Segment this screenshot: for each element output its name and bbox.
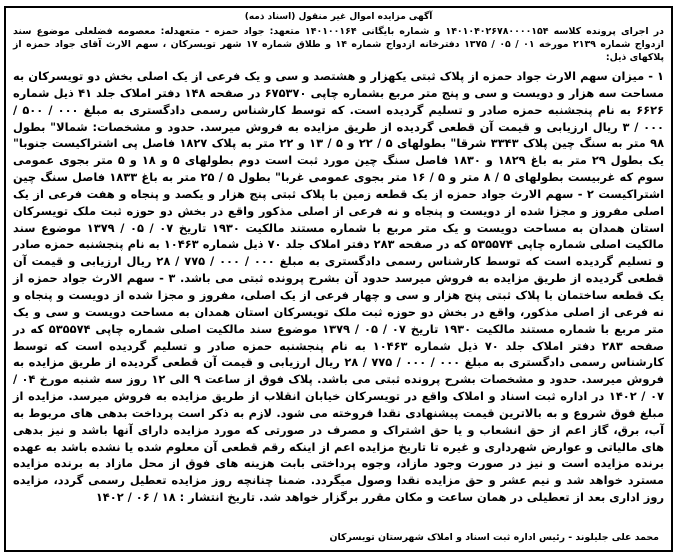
notice-intro: در اجرای پرونده کلاسه ۱۴۰۱۰۴۰۲۶۷۸۰۰۰۰۱۵۴ و شماره بایگانی ۱۴۰۱۰۰۱۶۴ متعهد: جواد حمزه - متعهدله: معصومه فضلعلی موضوع سند ازدواج شماره ۲۱۳۹ مورخه ۰۱ / ۰۵ / ۱۳۷۵ دفترخانه ازدواج شماره ۱۴ و طلاق شماره ۱۷ شهر تویسرکان ، سهم الارث آقای جواد حمزه از پلاکهای ذیل: — [13, 26, 664, 63]
notice-title: آگهی مزایده اموال غیر منقول (اسناد ذمه) — [244, 12, 433, 22]
auction-notice — [4, 6, 673, 552]
notice-body: ۱ - میزان سهم الارث جواد حمزه از پلاک ثبتی یکهزار و هشتصد و سی و یک فرعی از یک اصلی بخش دو تویسرکان به مساحت سه هزار و دویست و سی و پنج متر مربع بشماره چاپی ۶۷۵۳۷۰ در صفحه ۱۴۸ دفتر املاک جلد ۴۱ ذیل شماره ۶۶۲۶ به نام پنجشنبه حمزه صادر و تسلیم گردیده است. که توسط کارشناس رسمی دادگستری به مبلغ ۰۰۰ / ۵۰۰ / ۰۰۰ / ۳ ریال ارزیابی و قیمت آن قطعی گردیده از طریق مزایده به فروش میرسد. حدود و مشخصات: شمالا" بطول ۹۸ متر به سنگ چین پلاک ۳۳۴۳ شرقا" بطولهای ۵ / ۲۲ و ۵ / ۱۳ و ۲۲ متر به پلاک ۱۸۲۷ فاصل پی اشتراکیست جنوبا" یک بطول ۲۹ متر به باغ ۱۸۲۹ و ۱۸۳۰ فاصل سنگ چین مورد ثبت است دوم بطولهای ۵ و ۱۸ و ۵ متر بجوی عمومی سوم که غربیست بطولهای ۵ / ۸ متر و ۵ / ۱۶ متر بجوی عمومی غربا" بطول ۵ / ۲۵ متر به باغ ۱۸۳۳ فاصل سنگ چین اشتراکیست ۲ - سهم الارث جواد حمزه از یک قطعه زمین با پلاک ثبتی پنج هزار و یکصد و پنجاه و هفت فرعی از یک اصلی مفروز و مجزا شده از دویست و پنجاه و نه فرعی از اصلی مذکور واقع در بخش دو حوزه ثبت ملک تویسرکان استان همدان به مساحت دویست و یک متر مربع با شماره مستند مالکیت ۱۹۳۰ تاریخ ۰۷ / ۰۵ / ۱۳۷۹ موضوع سند مالکیت اصلی شماره چاپی ۵۳۵۵۷۴ که در صفحه ۲۸۳ دفتر املاک جلد ۷۰ ذیل شماره ۱۰۴۶۳ به نام پنجشنبه حمزه صادر و تسلیم گردیده است که توسط کارشناس رسمی دادگستری به مبلغ ۰۰۰ / ۰۰۰ / ۷۷۵ / ۲۸ ریال ارزیابی و قیمت آن قطعی گردیده از طریق مزایده به فروش میرسد حدود آن بشرح پرونده ثبتی می باشد. ۳ - سهم الارث جواد حمزه از یک قطعه ساختمان با پلاک ثبتی پنج هزار و سی و چهار فرعی از یک اصلی، مفروز و مجزا شده از دویست و پنجاه و نه فرعی از اصلی مذکور، واقع در بخش دو حوزه ثبت ملک تویسرکان استان همدان به مساحت دویست و سی و یک متر مربع با شماره مستند مالکیت ۱۹۳۰ تاریخ ۰۷ / ۰۵ / ۱۳۷۹ موضوع سند مالکیت اصلی شماره چاپی ۵۳۵۵۷۴ که در صفحه ۲۸۳ دفتر املاک جلد ۷۰ ذیل شماره ۱۰۴۶۳ به نام پنجشنبه حمزه صادر و تسلیم گردیده است که توسط کارشناس رسمی دادگستری به مبلغ ۰۰۰ / ۰۰۰ / ۷۷۵ / ۲۸ ریال ارزیابی و قیمت آن قطعی گردیده از طریق مزایده به فروش میرسد. حدود و مشخصات بشرح پرونده ثبتی می باشد. پلاک فوق از ساعت ۹ الی ۱۲ روز سه شنبه مورخ ۰۴ / ۰۷ / ۱۴۰۲ در اداره ثبت اسناد و املاک واقع در تویسرکان خیابان انقلاب از طریق مزایده به فروش میرسد. مزایده از مبلغ فوق شروع و به بالاترین قیمت پیشنهادی نقدا فروخته می شود. لازم به ذکر است پرداخت بدهی های مربوط به آب، برق، گاز اعم از حق انشعاب و یا حق اشتراک و مصرف در صورتی که مورد مزایده دارای آنها باشد و نیز بدهی های مالیاتی و عوارض شهرداری و غیره تا تاریخ مزایده اعم از اینکه رقم قطعی آن معلوم شده یا نشده باشد به عهده برنده مزایده است و نیز در صورت وجود مازاد، وجوه پرداختی بابت هزینه های فوق از محل مازاد به برنده مزایده مسترد خواهد شد و نیم عشر و حق مزایده نقدا وصول میگردد. ضمنا چنانچه روز مزایده تعطیل رسمی گردد، مزایده روز اداری بعد از تعطیلی در همان ساعت و مکان مقرر برگزار خواهد شد. تاریخ انتشار : ۱۸ / ۰۶ / ۱۴۰۲ — [13, 69, 665, 505]
notice-signature: محمد علی جلیلوند - رئیس اداره ثبت اسناد و املاک شهرستان تویسرکان — [329, 532, 659, 543]
